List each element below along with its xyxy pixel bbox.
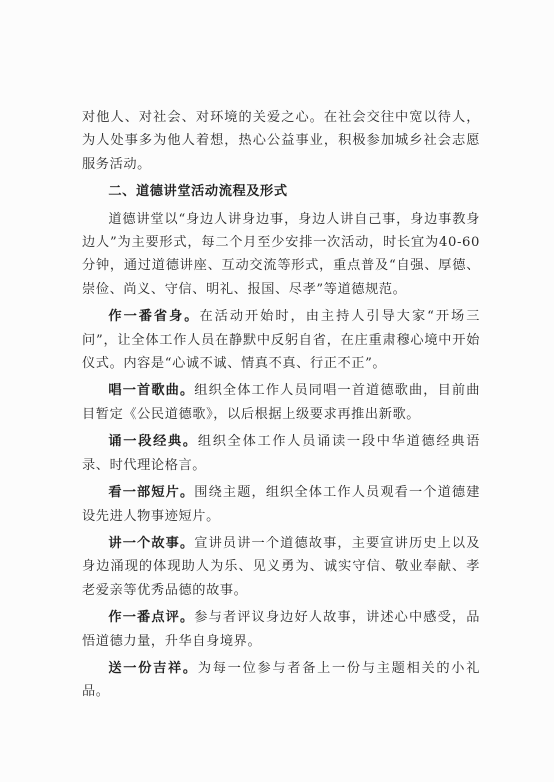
- step-lead: 作一番点评。: [108, 610, 195, 626]
- intro-continuation-paragraph: 对他人、对社会、对环境的关爱之心。在社会交往中宽以待人，为人处事多为他人着想，热心公益事业，积极参加城乡社会志愿服务活动。: [82, 110, 480, 172]
- step-paragraph-classics: [82, 430, 480, 477]
- step-text: 在活动开始时，由主持人引导大家“开场三问”，让全体工作人员在静默中反躬自省，在庄重肃穆心境中开始仪式。内容是“心诚不诚、情真不真、行正不正”。: [82, 309, 481, 372]
- document-body: [82, 106, 480, 708]
- step-paragraph-gift: [82, 657, 480, 704]
- section-intro-paragraph: 道德讲堂以“身边人讲身边事，身边人讲自己事，身边事教身边人”为主要形式，每二个月至少安排一次活动，时长宜为40-60分钟，通过道德讲座、互动交流等形式，重点普及“自强、厚德、崇俭、尚义、守信、明礼、报国、尽孝”等道德规范。: [82, 211, 480, 297]
- step-text: 组织全体工作人员诵读一段中华道德经典语录、时代理论格言。: [82, 434, 480, 473]
- section-heading: 二、道德讲堂活动流程及形式: [108, 184, 288, 200]
- step-paragraph-story: [82, 532, 480, 602]
- step-lead: 作一番省身。: [108, 309, 200, 325]
- step-paragraph-film: [82, 481, 480, 528]
- step-lead: 讲一个故事。: [108, 535, 195, 551]
- step-paragraph-song: [82, 379, 480, 426]
- step-text: 围绕主题，组织全体工作人员观看一个道德建设先进人物事迹短片。: [82, 485, 480, 524]
- step-text: 宣讲员讲一个道德故事，主要宣讲历史上以及身边涌现的体现助人为乐、见义勇为、诚实守信、敬业奉献、孝老爱亲等优秀品德的故事。: [82, 535, 480, 598]
- step-paragraph-comment: [82, 606, 480, 653]
- step-text: 为每一位参与者备上一份与主题相关的小礼品。: [82, 660, 480, 700]
- step-lead: 送一份吉祥。: [108, 660, 198, 676]
- step-lead: 看一部短片。: [108, 485, 195, 501]
- step-lead: 诵一段经典。: [108, 434, 198, 450]
- step-text: 参与者评议身边好人故事，讲述心中感受，品悟道德力量，升华自身境界。: [82, 610, 480, 649]
- step-paragraph-self-reflection: [82, 305, 480, 375]
- step-lead: 唱一首歌曲。: [108, 383, 195, 399]
- step-text: 组织全体工作人员同唱一首道德歌曲，目前曲目暂定《公民道德歌》，以后根据上级要求再推出新歌。: [82, 383, 480, 422]
